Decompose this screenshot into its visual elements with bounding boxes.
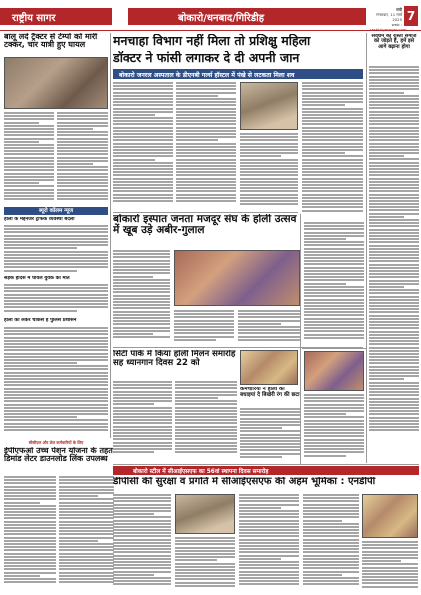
left-brief-3-headline: होली को लेकर चौकस है पुलिस प्रशासन [4,318,77,323]
sp-body-col-1 [113,381,172,461]
left-top-headline: बालू लदे ट्रैक्टर से टेम्पो को मारी टक्कर, चार यात्री हुए घायल [4,33,98,50]
left-news-box-title: ब्यूरो [38,208,50,214]
bottom-body-col-5 [362,541,418,590]
ps-headline: बोकारो इस्पात जनता मजदूर संघ के होली उत्सव में खूब उड़े अबीर-गुलाल [113,214,297,237]
page-number-badge [404,6,418,26]
left-top-photo [4,57,108,109]
mv-body [304,394,364,462]
right-col-body [369,66,419,462]
ps-body-col-3 [238,310,300,345]
left-brief-1-headline: होली के मद्देनजर ट्रैफिक व्यवस्था बदली [4,217,75,222]
mid-small-headline: कर्मचारियों ने होली की बधाइयां दे बिखेरी रंग की छटा [240,387,300,398]
left-news-box-header [4,207,108,215]
ps-body-col-2 [174,310,234,345]
left-top-body-2 [57,112,108,204]
masthead-section-tab [0,8,112,25]
bottom-banner-text: बोकारो स्टील में सीआईएसएफ का 56वां स्थापना दिवस समारोह [133,469,269,475]
lead-body-col-4 [302,82,363,222]
section-label: राष्ट्रीय सागर [12,13,56,24]
masthead-date-block [370,8,402,32]
lead-bottom-rule [113,212,298,213]
left-top-body [4,112,54,204]
lead-subhead: बोकारो जनरल अस्पताल के डीएनबी गर्ल्स हॉस्टल में पंखे से लटकता मिला शव [119,72,295,79]
mid-small-body [240,408,300,462]
bottom-body-col-3 [239,494,299,590]
left-brief-3-body [4,327,108,440]
edition-label: बोकारो/धनबाद/गिरिडीह [178,13,265,24]
ps-body-col-1 [113,250,170,345]
mv-top-rule [302,348,366,349]
page-number: 7 [406,9,416,23]
bottom-photo-2 [362,494,418,538]
masthead-edition-bar [128,8,366,25]
col-divider-2 [300,214,301,464]
col-divider-3 [366,33,367,463]
date-line: मंगलवार, 11 मार्च 2025 [376,11,402,22]
lead-body-col-1 [113,82,173,210]
website-label: web : [391,21,402,27]
bottom-left-kicker: सीसीएल और लेल कर्मचारियों के लिए [28,440,84,445]
left-brief-2-body [4,284,108,320]
bottom-left-headline: ईपीएफओ उच्च पेंशन योजना के तहत डिमांड लेटर डाउनलोड लिंक उपलब्ध [4,447,113,464]
right-col-headline: सर्वधर्म का रास्ता समाज को जोड़ते हैं, हमें इसे आगे बढ़ाना होगा [371,34,417,50]
masthead-rule [0,30,421,31]
left-brief-2-headline: सड़क हादसे में घायल युवक की मौत [4,276,70,281]
city-label: रांची [396,7,402,12]
lead-body-col-3 [240,133,298,210]
bottom-banner [113,466,419,475]
mid-small-photo [240,350,298,385]
right-mid-body-top [304,222,364,346]
sp-headline: सिटी पार्क में किया होली मिलन समारोह सह ध्यानगान दिवस 22 को [113,350,236,368]
bottom-left-body [4,476,56,588]
lead-subhead-bar [113,69,363,79]
lead-headline-line-2: डॉक्टर ने फांसी लगाकर दे दी अपनी जान [113,51,300,65]
lead-photo [240,82,298,130]
bottom-top-rule [113,464,419,465]
bottom-body-col-4 [303,494,359,590]
lead-body-col-2 [176,82,236,210]
left-brief-1-body [4,225,108,275]
left-news-box-title-2: कॉलम न्यूज [49,208,74,214]
mv-photo [304,351,364,391]
col-divider-1 [110,33,111,438]
lead-headline-line-1: मनचाहा विभाग नहीं मिला तो प्रशिक्षु महिला [113,34,311,48]
sp-body-col-2 [175,381,237,461]
bottom-body-col-2 [175,537,235,590]
bottom-photo-1 [175,494,235,534]
ps-photo [174,250,300,306]
bottom-left-body-2 [59,476,114,588]
bottom-headline: डीपीसी की सुरक्षा व प्रगति में सीआईएसएफ की अहम भूमिका : एनडीपी [113,477,376,487]
bottom-body-col-1 [113,494,171,590]
